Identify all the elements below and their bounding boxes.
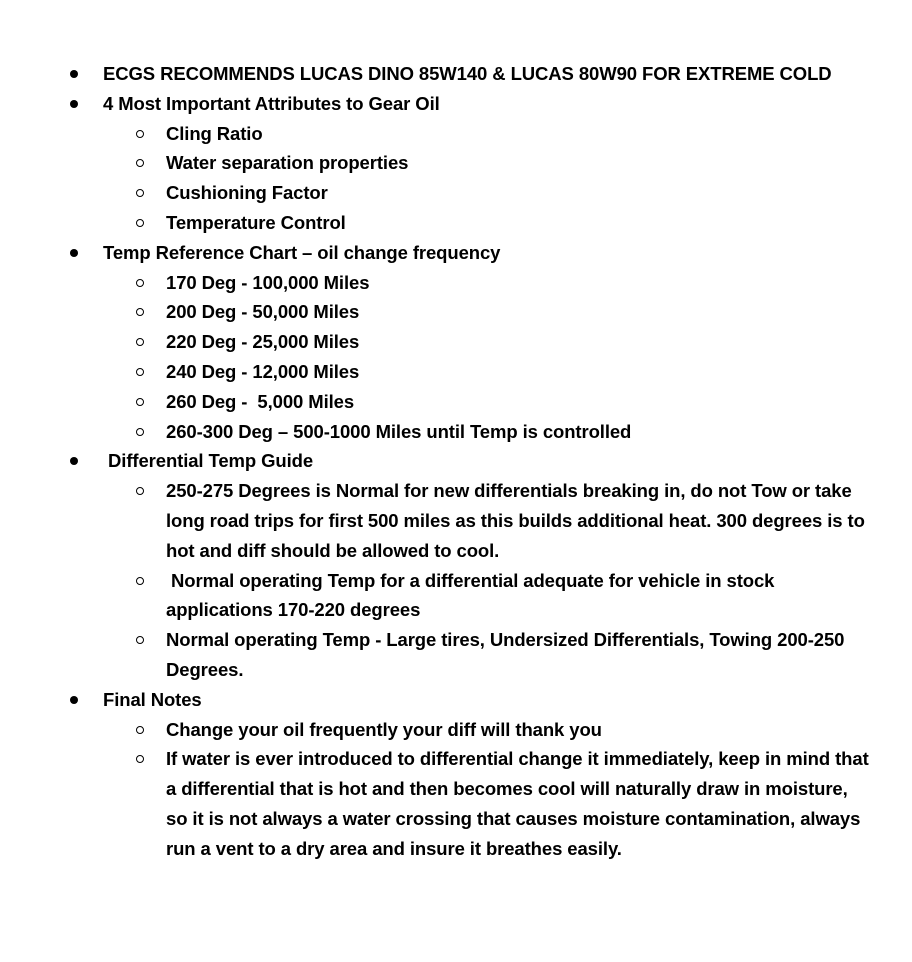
- document-body: [0, 59, 912, 864]
- sub-list-item: [0, 715, 912, 745]
- sub-list-item-text: Change your oil frequently your diff will thank you: [166, 718, 602, 740]
- sub-list-item-text: 250-275 Degrees is Normal for new differentials breaking in, do not Tow or take long road trips for first 500 miles as this builds additional heat. 300 degrees is to hot and diff should be allowed to cool.: [166, 480, 865, 561]
- bullet-circle-icon: [136, 398, 144, 406]
- list-item-text: ECGS RECOMMENDS LUCAS DINO 85W140 & LUCAS 80W90 FOR EXTREME COLD: [103, 63, 832, 84]
- bullet-dot-icon: [70, 70, 78, 78]
- bullet-dot-icon: [70, 696, 78, 704]
- sub-list-item: [0, 566, 912, 626]
- bullet-circle-icon: [136, 755, 144, 763]
- sub-list-item: [0, 268, 912, 298]
- list-item-text: Final Notes: [103, 688, 202, 710]
- sub-list-item-text: 170 Deg - 100,000 Miles: [166, 271, 370, 293]
- sub-list-item: [0, 327, 912, 357]
- bullet-dot-icon: [70, 457, 78, 465]
- sub-list-item: [0, 119, 912, 149]
- bullet-circle-icon: [136, 279, 144, 287]
- sub-list-item: [0, 148, 912, 178]
- sub-list-item: [0, 417, 912, 447]
- sub-list-item-text: 260-300 Deg – 500-1000 Miles until Temp is controlled: [166, 420, 632, 442]
- bullet-dot-icon: [70, 100, 78, 108]
- bullet-circle-icon: [136, 189, 144, 197]
- bullet-circle-icon: [136, 726, 144, 734]
- list-item-final-notes: [0, 685, 912, 715]
- sub-list-item: [0, 208, 912, 238]
- sub-list-item-text: Normal operating Temp for a differential adequate for vehicle in stock applications 170-220 degrees: [166, 569, 780, 621]
- sub-list-item: [0, 625, 912, 685]
- bullet-circle-icon: [136, 487, 144, 495]
- bullet-dot-icon: [70, 249, 78, 257]
- sub-list-item: [0, 178, 912, 208]
- bullet-circle-icon: [136, 338, 144, 346]
- bullet-circle-icon: [136, 428, 144, 436]
- bullet-circle-icon: [136, 308, 144, 316]
- sub-list-item-text: Cushioning Factor: [166, 182, 328, 204]
- list-item-text: Temp Reference Chart – oil change frequency: [103, 241, 501, 263]
- sub-list-item-text: 200 Deg - 50,000 Miles: [166, 301, 360, 323]
- sub-list-item-text: Cling Ratio: [166, 122, 263, 144]
- sub-list-item: [0, 476, 912, 565]
- list-item-temp-reference-chart: [0, 238, 912, 268]
- list-item-text: 4 Most Important Attributes to Gear Oil: [103, 92, 440, 114]
- sub-list-item: [0, 744, 912, 863]
- sub-list-item-text: 260 Deg - 5,000 Miles: [166, 390, 355, 412]
- bullet-circle-icon: [136, 219, 144, 227]
- bullet-circle-icon: [136, 577, 144, 585]
- sub-list-item-text: If water is ever introduced to differential change it immediately, keep in mind that a differential that is hot and then becomes cool will naturally draw in moisture, so it is not always a water crossing that causes moisture contamination, always run a vent to a dry area and insure it breathes easily.: [166, 748, 869, 859]
- sub-list-item-text: Normal operating Temp - Large tires, Undersized Differentials, Towing 200-250 Degrees.: [166, 629, 845, 680]
- list-item-differential-temp-guide: [0, 446, 912, 476]
- sub-list-item: [0, 297, 912, 327]
- list-item-text: Differential Temp Guide: [103, 450, 314, 472]
- sub-list-item-text: 220 Deg - 25,000 Miles: [166, 331, 360, 353]
- sub-list-item: [0, 357, 912, 387]
- sub-list-item: [0, 387, 912, 417]
- sub-list-item-text: 240 Deg - 12,000 Miles: [166, 360, 360, 382]
- sub-list-item-text: Water separation properties: [166, 152, 409, 174]
- list-item-ecgs-recommendation: [0, 59, 912, 89]
- sub-list-item-text: Temperature Control: [166, 211, 346, 233]
- bullet-circle-icon: [136, 636, 144, 644]
- bullet-circle-icon: [136, 159, 144, 167]
- list-item-gear-oil-attributes: [0, 89, 912, 119]
- bullet-circle-icon: [136, 368, 144, 376]
- bullet-circle-icon: [136, 130, 144, 138]
